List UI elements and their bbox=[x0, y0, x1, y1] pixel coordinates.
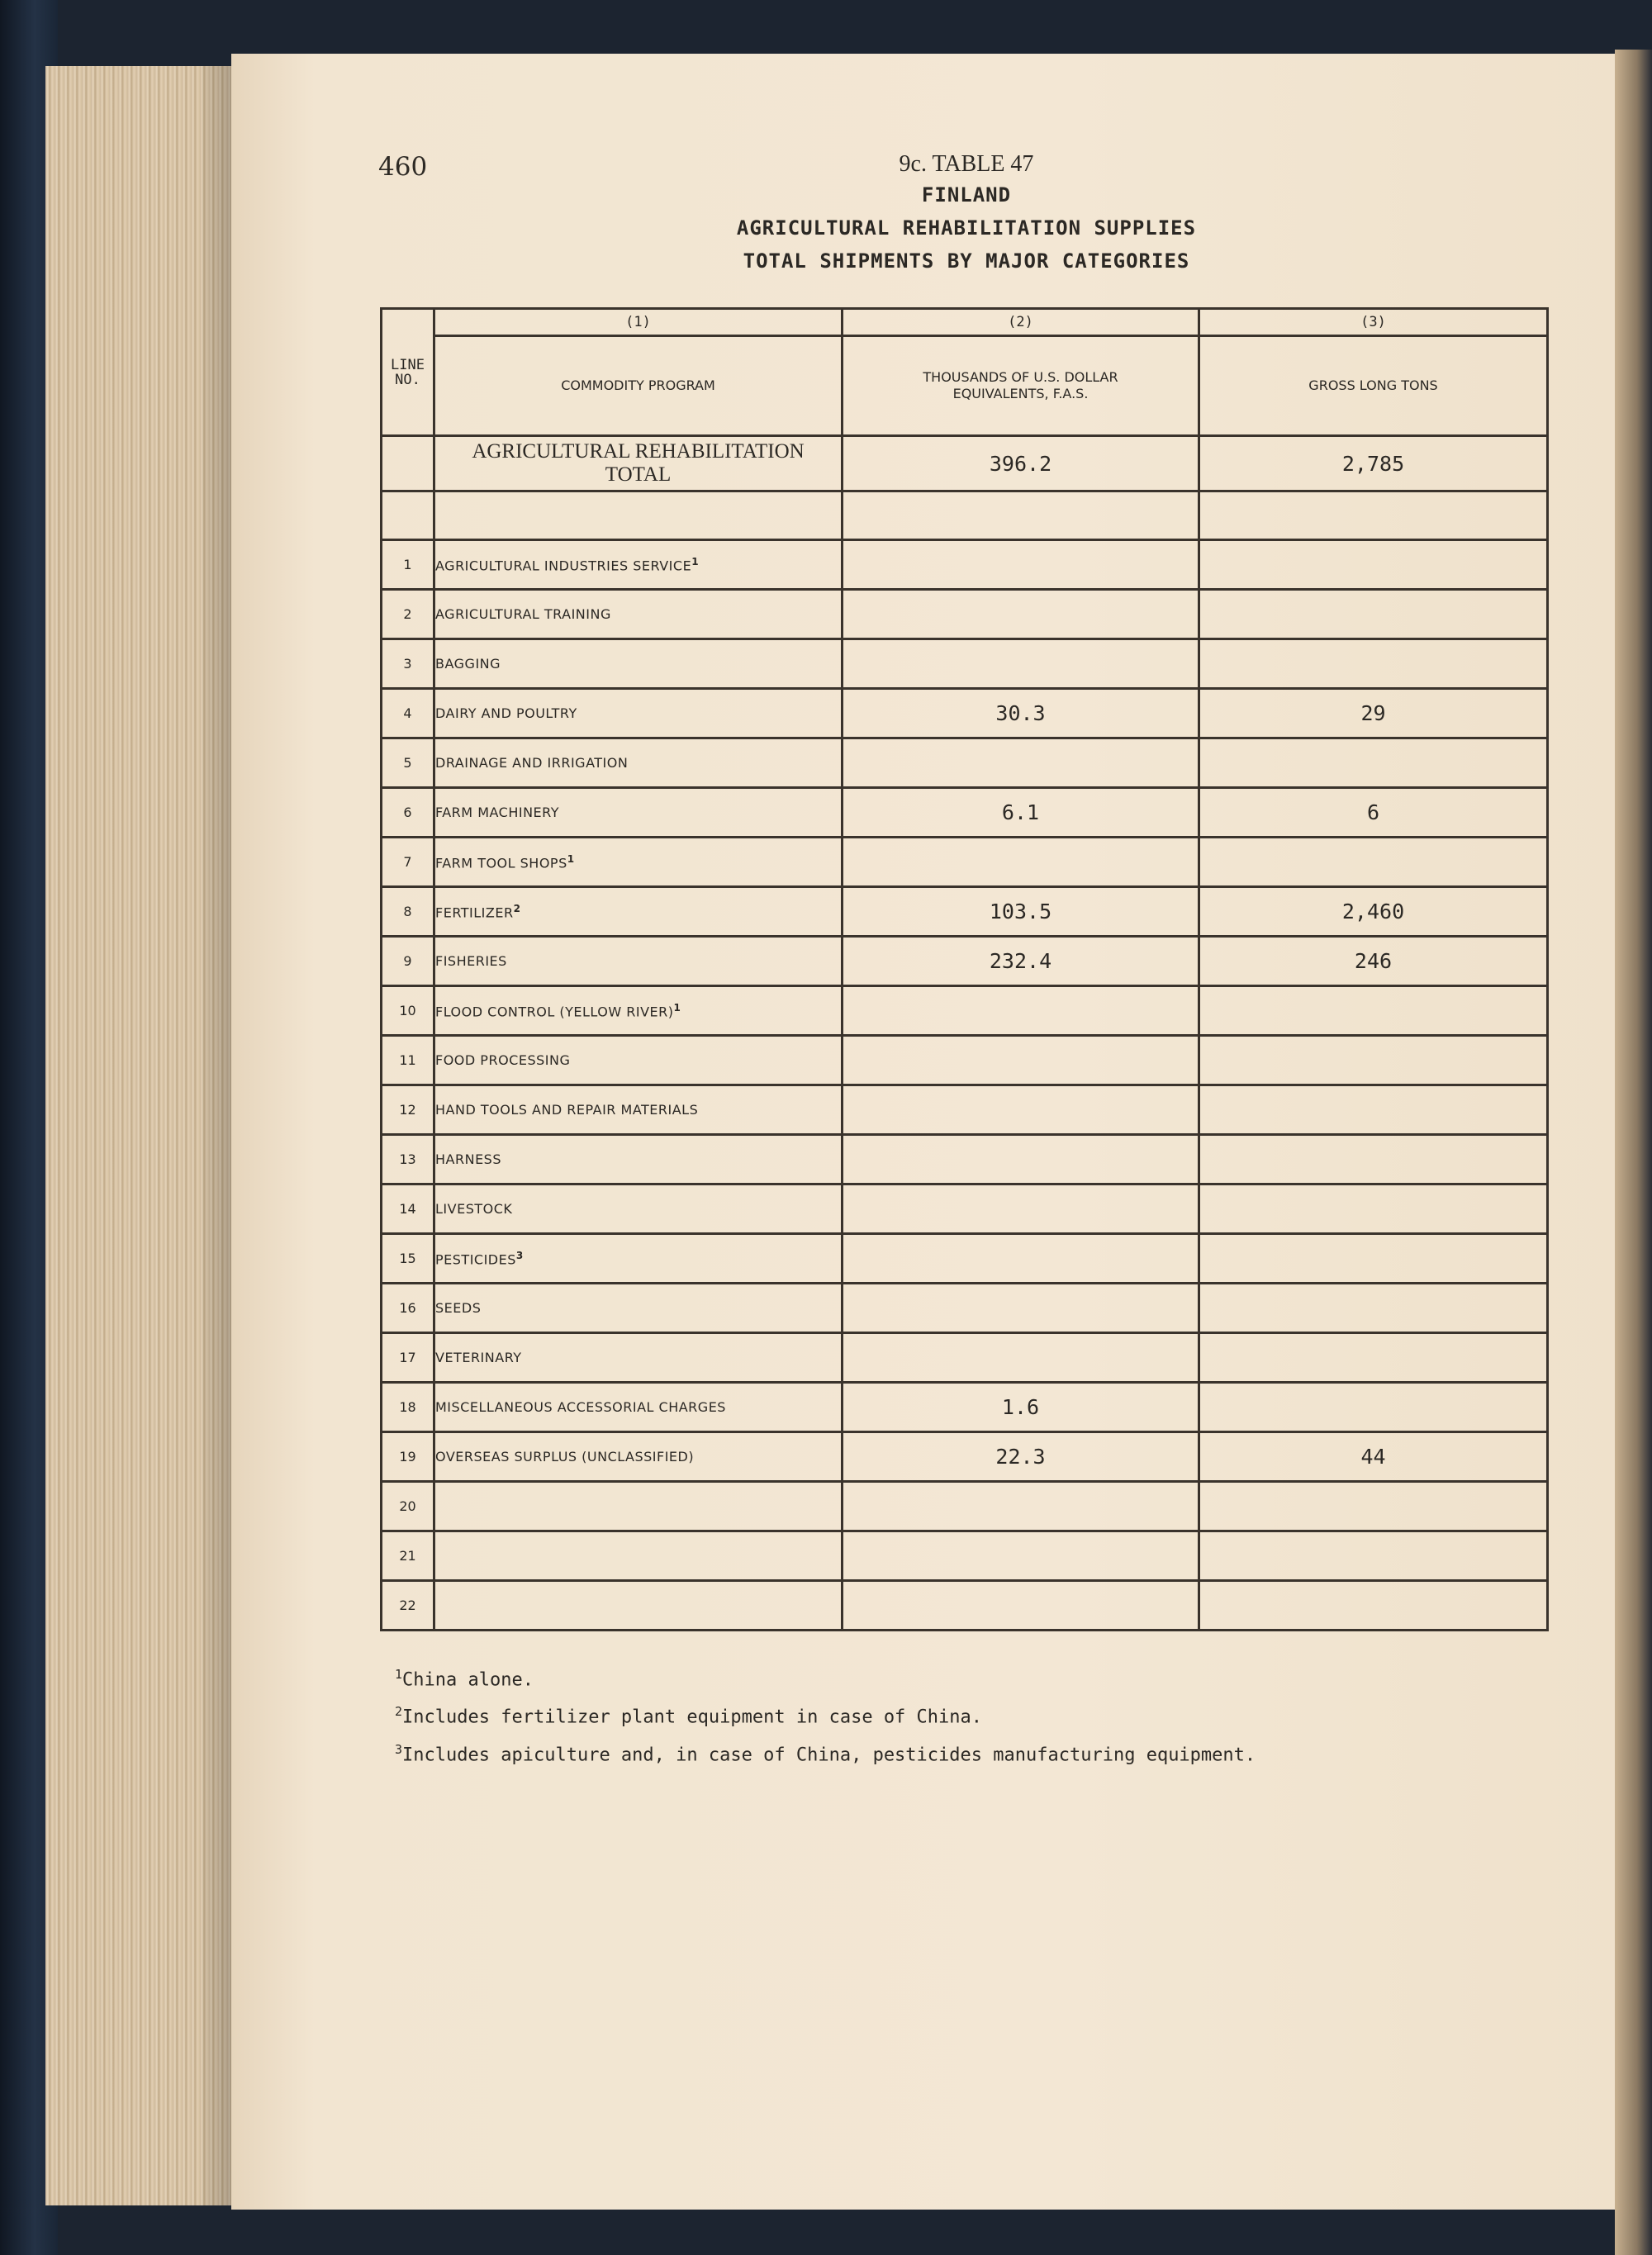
commodity-program bbox=[434, 639, 843, 689]
line-number: 4 bbox=[382, 689, 434, 738]
total-label-line2: TOTAL bbox=[605, 463, 672, 486]
dollars-value: 6.1 bbox=[843, 788, 1199, 838]
program-label: AGRICULTURAL TRAINING bbox=[435, 606, 611, 622]
commodity-program bbox=[434, 540, 843, 590]
table-row bbox=[382, 1135, 1548, 1184]
tons-value bbox=[1199, 1184, 1548, 1234]
dollars-value bbox=[843, 986, 1199, 1036]
tons-value bbox=[1199, 1036, 1548, 1085]
tons-value bbox=[1199, 1531, 1548, 1581]
line-number: 8 bbox=[382, 887, 434, 937]
table-row bbox=[382, 1036, 1548, 1085]
dollars-value bbox=[843, 1581, 1199, 1631]
commodity-program bbox=[434, 788, 843, 838]
total-row bbox=[382, 436, 1548, 491]
dollars-value: 30.3 bbox=[843, 689, 1199, 738]
tons-value: 2,460 bbox=[1199, 887, 1548, 937]
line-number: 2 bbox=[382, 590, 434, 639]
tons-value: 6 bbox=[1199, 788, 1548, 838]
tons-value: 44 bbox=[1199, 1432, 1548, 1482]
tons-value bbox=[1199, 1234, 1548, 1284]
program-label: HARNESS bbox=[435, 1151, 501, 1167]
commodity-program bbox=[434, 1432, 843, 1482]
commodity-program bbox=[434, 1531, 843, 1581]
total-tons: 2,785 bbox=[1199, 436, 1548, 491]
spacer-row bbox=[382, 491, 1548, 540]
tons-value bbox=[1199, 1482, 1548, 1531]
line-number: 11 bbox=[382, 1036, 434, 1085]
table-row bbox=[382, 1581, 1548, 1631]
table-row bbox=[382, 1085, 1548, 1135]
dollars-value bbox=[843, 1234, 1199, 1284]
footnote-mark: 2 bbox=[513, 902, 521, 914]
line-number: 1 bbox=[382, 540, 434, 590]
line-number: 17 bbox=[382, 1333, 434, 1383]
shipments-table bbox=[380, 307, 1549, 1631]
line-number: 12 bbox=[382, 1085, 434, 1135]
program-label: OVERSEAS SURPLUS (UNCLASSIFIED) bbox=[435, 1449, 695, 1465]
tons-value bbox=[1199, 1383, 1548, 1432]
program-label: SEEDS bbox=[435, 1300, 482, 1316]
commodity-program bbox=[434, 1284, 843, 1333]
dollars-value: 22.3 bbox=[843, 1432, 1199, 1482]
footnote-mark: 1 bbox=[567, 852, 575, 865]
dollars-value bbox=[843, 1531, 1199, 1581]
line-number: 9 bbox=[382, 937, 434, 986]
program-label: FLOOD CONTROL (YELLOW RIVER) bbox=[435, 1004, 674, 1020]
dollars-header-line1: THOUSANDS OF U.S. DOLLAR bbox=[923, 369, 1118, 385]
table-row bbox=[382, 887, 1548, 937]
line-number: 19 bbox=[382, 1432, 434, 1482]
line-number: 13 bbox=[382, 1135, 434, 1184]
spacer-cell bbox=[843, 491, 1199, 540]
commodity-program bbox=[434, 1085, 843, 1135]
footnote bbox=[395, 1659, 1256, 1696]
program-label: MISCELLANEOUS ACCESSORIAL CHARGES bbox=[435, 1399, 726, 1415]
dollars-value bbox=[843, 1482, 1199, 1531]
no-header-label: NO. bbox=[395, 371, 420, 388]
tons-value bbox=[1199, 1581, 1548, 1631]
line-number: 10 bbox=[382, 986, 434, 1036]
commodity-program bbox=[434, 1036, 843, 1085]
dollars-value bbox=[843, 738, 1199, 788]
total-dollars: 396.2 bbox=[843, 436, 1199, 491]
program-label: FARM MACHINERY bbox=[435, 805, 560, 820]
commodity-program bbox=[434, 590, 843, 639]
footnote bbox=[395, 1734, 1256, 1771]
column-number-1: (1) bbox=[434, 309, 843, 336]
tons-value: 246 bbox=[1199, 937, 1548, 986]
table-row bbox=[382, 1234, 1548, 1284]
line-number: 3 bbox=[382, 639, 434, 689]
tons-value bbox=[1199, 986, 1548, 1036]
program-label: BAGGING bbox=[435, 656, 501, 672]
tons-value bbox=[1199, 1135, 1548, 1184]
footnotes bbox=[395, 1659, 1256, 1771]
line-number: 21 bbox=[382, 1531, 434, 1581]
commodity-program bbox=[434, 838, 843, 887]
program-label: FOOD PROCESSING bbox=[435, 1052, 571, 1068]
dollars-value bbox=[843, 639, 1199, 689]
dollars-value bbox=[843, 1184, 1199, 1234]
program-label: AGRICULTURAL INDUSTRIES SERVICE bbox=[435, 558, 692, 574]
table-row bbox=[382, 838, 1548, 887]
dollars-value bbox=[843, 540, 1199, 590]
table-row bbox=[382, 1284, 1548, 1333]
tons-value bbox=[1199, 1333, 1548, 1383]
spacer-cell bbox=[1199, 491, 1548, 540]
table-row bbox=[382, 689, 1548, 738]
table-row bbox=[382, 1432, 1548, 1482]
line-number: 20 bbox=[382, 1482, 434, 1531]
dollars-value bbox=[843, 1333, 1199, 1383]
commodity-program bbox=[434, 738, 843, 788]
footnote-text: Includes fertilizer plant equipment in case of China. bbox=[402, 1707, 983, 1728]
column-number-2: (2) bbox=[843, 309, 1199, 336]
country-heading: FINLAND bbox=[921, 183, 1012, 207]
footnote-text: Includes apiculture and, in case of China, pesticides manufacturing equipment. bbox=[402, 1744, 1256, 1765]
tons-value bbox=[1199, 590, 1548, 639]
commodity-program bbox=[434, 986, 843, 1036]
table-row bbox=[382, 738, 1548, 788]
footnote-number: 1 bbox=[395, 1667, 403, 1682]
table-row bbox=[382, 1333, 1548, 1383]
dollars-value bbox=[843, 590, 1199, 639]
footnote-mark: 1 bbox=[691, 555, 700, 567]
tons-value bbox=[1199, 540, 1548, 590]
table-row bbox=[382, 788, 1548, 838]
tons-value bbox=[1199, 1085, 1548, 1135]
total-label-line1: AGRICULTURAL REHABILITATION bbox=[472, 440, 805, 463]
commodity-program bbox=[434, 1482, 843, 1531]
table-row bbox=[382, 1482, 1548, 1531]
table-row bbox=[382, 1531, 1548, 1581]
program-label: FISHERIES bbox=[435, 953, 507, 969]
footnote-number: 3 bbox=[395, 1741, 403, 1757]
commodity-program bbox=[434, 1135, 843, 1184]
total-label bbox=[434, 436, 843, 491]
dollars-value: 1.6 bbox=[843, 1383, 1199, 1432]
dollars-value bbox=[843, 1036, 1199, 1085]
footnote-text: China alone. bbox=[402, 1669, 534, 1691]
program-label: PESTICIDES bbox=[435, 1251, 516, 1268]
page-number: 460 bbox=[378, 152, 428, 182]
subtitle-supplies: AGRICULTURAL REHABILITATION SUPPLIES bbox=[736, 216, 1197, 240]
commodity-program bbox=[434, 689, 843, 738]
program-label: DRAINAGE AND IRRIGATION bbox=[435, 755, 629, 771]
table-row bbox=[382, 540, 1548, 590]
footnote-mark: 3 bbox=[515, 1249, 524, 1261]
line-number: 22 bbox=[382, 1581, 434, 1631]
dollars-value bbox=[843, 1085, 1199, 1135]
program-label: FERTILIZER bbox=[435, 904, 514, 921]
tons-value bbox=[1199, 838, 1548, 887]
commodity-program-header: COMMODITY PROGRAM bbox=[434, 336, 843, 436]
dollars-value: 232.4 bbox=[843, 937, 1199, 986]
line-number: 18 bbox=[382, 1383, 434, 1432]
spacer-cell bbox=[434, 491, 843, 540]
commodity-program bbox=[434, 1383, 843, 1432]
line-number: 14 bbox=[382, 1184, 434, 1234]
footnote-mark: 1 bbox=[673, 1001, 681, 1014]
line-number: 5 bbox=[382, 738, 434, 788]
dollars-header-line2: EQUIVALENTS, F.A.S. bbox=[952, 386, 1089, 401]
dollars-value bbox=[843, 1284, 1199, 1333]
program-label: DAIRY AND POULTRY bbox=[435, 705, 577, 721]
footnote-number: 2 bbox=[395, 1704, 403, 1720]
table-row bbox=[382, 937, 1548, 986]
line-number: 16 bbox=[382, 1284, 434, 1333]
page-edges bbox=[45, 66, 235, 2205]
table-row bbox=[382, 1383, 1548, 1432]
commodity-program bbox=[434, 1581, 843, 1631]
table-row bbox=[382, 590, 1548, 639]
line-number: 7 bbox=[382, 838, 434, 887]
tons-value: 29 bbox=[1199, 689, 1548, 738]
subtitle-shipments: TOTAL SHIPMENTS BY MAJOR CATEGORIES bbox=[743, 249, 1190, 273]
line-number: 15 bbox=[382, 1234, 434, 1284]
commodity-program bbox=[434, 1333, 843, 1383]
commodity-program bbox=[434, 1184, 843, 1234]
commodity-program bbox=[434, 937, 843, 986]
commodity-program bbox=[434, 887, 843, 937]
dollars-value bbox=[843, 838, 1199, 887]
dollars-header bbox=[843, 336, 1199, 436]
program-label: HAND TOOLS AND REPAIR MATERIALS bbox=[435, 1102, 699, 1118]
total-line-cell bbox=[382, 436, 434, 491]
commodity-program bbox=[434, 1234, 843, 1284]
tons-value bbox=[1199, 639, 1548, 689]
table-row bbox=[382, 986, 1548, 1036]
program-label: LIVESTOCK bbox=[435, 1201, 513, 1217]
table-title: 9c. TABLE 47 bbox=[899, 151, 1034, 177]
line-number: 6 bbox=[382, 788, 434, 838]
program-label: FARM TOOL SHOPS bbox=[435, 855, 567, 871]
line-header-label: LINE bbox=[391, 356, 425, 373]
tons-value bbox=[1199, 738, 1548, 788]
table-row bbox=[382, 1184, 1548, 1234]
dollars-value bbox=[843, 1135, 1199, 1184]
table-row bbox=[382, 639, 1548, 689]
tons-value bbox=[1199, 1284, 1548, 1333]
spacer-cell bbox=[382, 491, 434, 540]
dollars-value: 103.5 bbox=[843, 887, 1199, 937]
column-number-3: (3) bbox=[1199, 309, 1548, 336]
tons-header: GROSS LONG TONS bbox=[1199, 336, 1548, 436]
facing-page-edge bbox=[1615, 50, 1652, 2255]
footnote bbox=[395, 1696, 1256, 1733]
line-no-header bbox=[382, 309, 434, 436]
program-label: VETERINARY bbox=[435, 1350, 522, 1365]
